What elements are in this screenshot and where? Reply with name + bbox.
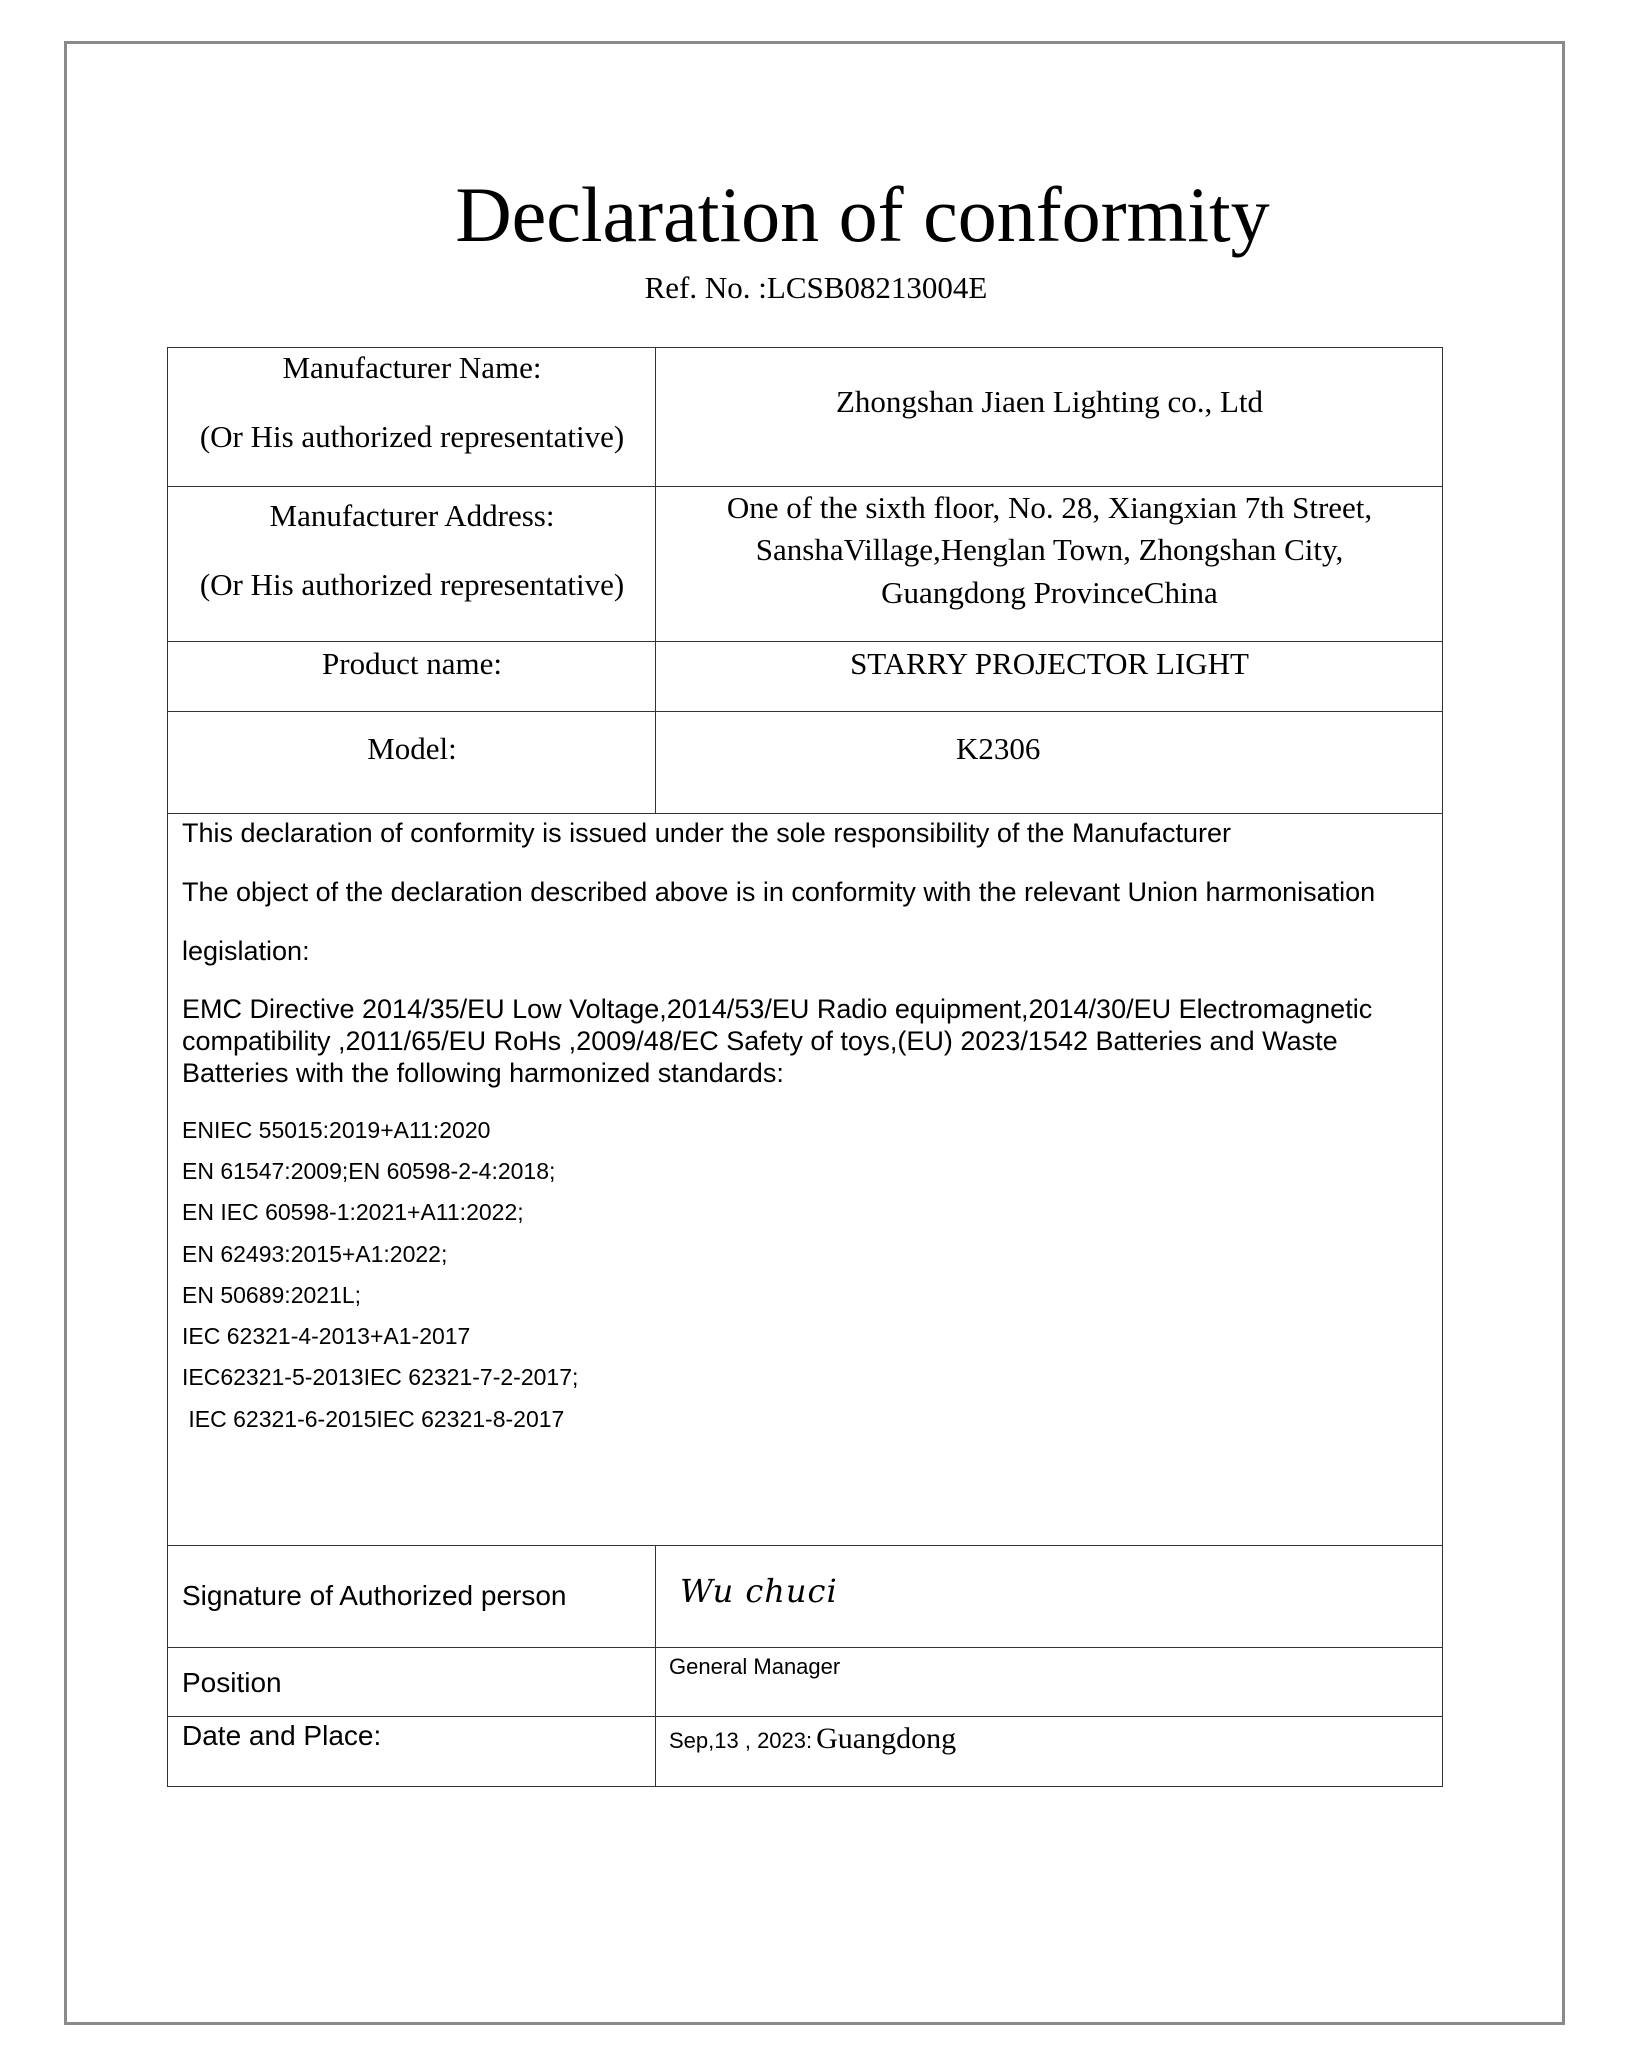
place-value: Guangdong bbox=[816, 1722, 957, 1755]
manufacturer-address-label: Manufacturer Address: bbox=[269, 498, 555, 533]
statement-line-2: The object of the declaration described above is in conformity with the relevant Union harmonisation bbox=[182, 877, 1376, 907]
standard-item: IEC 62321-4-2013+A1-2017 bbox=[182, 1323, 471, 1349]
signature-label: Signature of Authorized person bbox=[182, 1580, 567, 1611]
statement-line-1: This declaration of conformity is issued under the sole responsibility of the Manufacturer bbox=[182, 818, 1232, 848]
date-value: Sep,13 , 2023: bbox=[669, 1728, 813, 1753]
position-value: General Manager bbox=[669, 1654, 841, 1679]
standard-item: EN 61547:2009;EN 60598-2-4:2018; bbox=[182, 1158, 556, 1184]
manufacturer-name-value: Zhongshan Jiaen Lighting co., Ltd bbox=[835, 384, 1264, 419]
manufacturer-name-label: Manufacturer Name: bbox=[282, 350, 542, 385]
manufacturer-name-sublabel: (Or His authorized representative) bbox=[199, 419, 625, 454]
statement-line-3: legislation: bbox=[182, 936, 310, 966]
product-name-label: Product name: bbox=[322, 646, 502, 681]
address-line-1: One of the sixth floor, No. 28, Xiangxian 7th Street, bbox=[726, 490, 1373, 525]
position-label: Position bbox=[182, 1667, 282, 1698]
standard-item: ENIEC 55015:2019+A11:2020 bbox=[182, 1117, 491, 1143]
handwritten-signature: Wu chuci bbox=[680, 1572, 838, 1610]
model-label: Model: bbox=[367, 731, 457, 766]
date-place-label: Date and Place: bbox=[182, 1720, 382, 1751]
standard-item: EN 50689:2021L; bbox=[182, 1282, 362, 1308]
directives-line-3: Batteries with the following harmonized standards: bbox=[182, 1058, 784, 1088]
manufacturer-address-sublabel: (Or His authorized representative) bbox=[199, 567, 625, 602]
model-value: K2306 bbox=[956, 731, 1041, 766]
standard-item: EN 62493:2015+A1:2022; bbox=[182, 1241, 448, 1267]
date-place-value bbox=[669, 1722, 956, 1756]
standard-item: IEC 62321-6-2015IEC 62321-8-2017 bbox=[182, 1406, 565, 1432]
address-line-3: Guangdong ProvinceChina bbox=[881, 575, 1218, 610]
directives-line-2: compatibility ,2011/65/EU RoHs ,2009/48/EC Safety of toys,(EU) 2023/1542 Batteries and Waste bbox=[182, 1026, 1338, 1056]
document-title: Declaration of conformity bbox=[455, 171, 1270, 258]
standard-item: EN IEC 60598-1:2021+A11:2022; bbox=[182, 1199, 524, 1225]
address-line-2: SanshaVillage,Henglan Town, Zhongshan City, bbox=[755, 532, 1344, 567]
reference-number: Ref. No. :LCSB08213004E bbox=[644, 270, 988, 305]
product-name-value: STARRY PROJECTOR LIGHT bbox=[850, 646, 1249, 681]
directives-line-1: EMC Directive 2014/35/EU Low Voltage,2014/53/EU Radio equipment,2014/30/EU Electromagnetic bbox=[182, 994, 1373, 1024]
standard-item: IEC62321-5-2013IEC 62321-7-2-2017; bbox=[182, 1364, 579, 1390]
